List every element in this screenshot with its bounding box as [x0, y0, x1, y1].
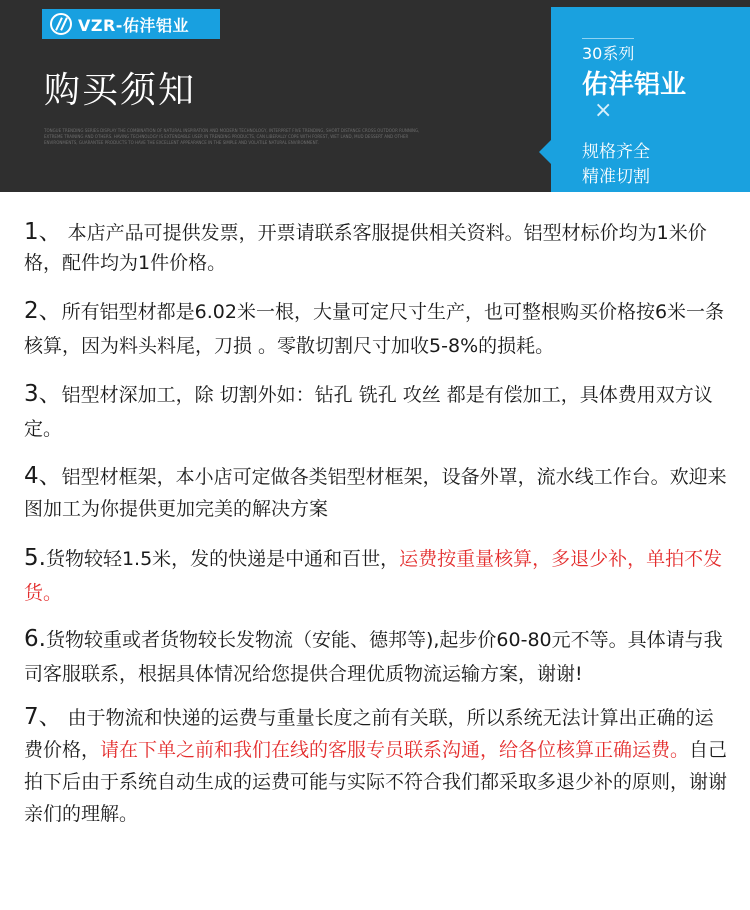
notice-item-4 [24, 460, 730, 525]
notice-item-7 [24, 701, 730, 830]
item-highlight: 请在下单之前和我们在线的客服专员联系沟通，给各位核算正确运费。 [100, 739, 690, 761]
item-number: 4、 [24, 463, 62, 489]
cross-icon: × [594, 98, 613, 123]
item-number: 2、 [24, 298, 62, 324]
item-number: 1、 [24, 219, 62, 245]
item-text: 货物较轻1.5米，发的快递是中通和百世， [45, 548, 400, 570]
item-number: 6. [24, 626, 46, 652]
decorative-fine-print: TONGUE TRENDING SERIES DISPLAY THE COMBINATION OF NATURAL INSPIRATION AND MODERN TECHNOLOGY, INTERPRET FIVE TRENDING, SHORT DISTANCE CROSS OUTDOOR RUNNING, EXTREME TRAINING AND OTHERS. HAVING TECHNOLOGY IS EXTENDABLE USER IN TRENDING PRODUCTS, CAN LIBERALLY COPE WITH FOREST, WET LAND, MUD DESSERT AND OTHER ENVIRONMENTS, GUARANTEE PRODUCTS TO HAVE THE EXCELLENT APPEARANCE IN THE SIMPLE AND VOLATILE NATURAL ENVIRONMENT. [44, 128, 420, 145]
item-highlight: 运费按重量核算，多退少补，单拍不发货。 [24, 548, 723, 604]
item-number: 3、 [24, 381, 62, 407]
side-panel-notch [539, 140, 551, 164]
item-text: 本店产品可提供发票，开票请联系客服提供相关资料。铝型材标价均为1米价格，配件均为1件价格。 [24, 222, 707, 274]
item-number: 7、 [24, 704, 62, 730]
item-text: 所有铝型材都是6.02米一根，大量可定尺寸生产，也可整根购买价格按6米一条核算，因为料头料尾，刀损 。零散切割尺寸加收5-8%的损耗。 [24, 301, 725, 357]
feature-line-1: 规格齐全 [582, 142, 650, 162]
logo-icon [50, 13, 72, 35]
notice-item-2 [24, 294, 730, 363]
brand-name: 佑沣铝业 [582, 70, 687, 100]
notice-item-6 [24, 622, 730, 691]
item-text: 货物较重或者货物较长发物流（安能、德邦等),起步价60-80元不等。具体请与我司客服联系，根据具体情况给您提供合理优质物流运输方案，谢谢! [24, 629, 723, 685]
notice-item-3 [24, 377, 730, 446]
brand-logo [42, 9, 220, 39]
notice-list [24, 217, 730, 830]
notice-item-1 [24, 217, 730, 278]
item-text: 自己拍下后由于系统自动生成的运费可能与实际不符合我们都采取多退少补的原则，谢谢亲们的理解。 [24, 739, 728, 825]
item-number: 5. [24, 545, 46, 571]
series-label: 30系列 [582, 38, 634, 64]
item-text: 铝型材深加工，除 切割外如：钻孔 铣孔 攻丝 都是有偿加工，具体费用双方议定。 [24, 384, 713, 440]
item-text: 铝型材框架，本小店可定做各类铝型材框架，设备外罩，流水线工作台。欢迎来图加工为你提供更加完美的解决方案 [24, 466, 727, 520]
feature-line-2: 精准切割 [582, 167, 650, 187]
notice-item-5 [24, 541, 730, 610]
logo-text: VZR-佑沣铝业 [78, 15, 189, 35]
page-title: 购买须知 [44, 70, 197, 111]
item-text: 由于物流和快递的运费与重量长度之前有关联，所以系统无法计算出正确的运费价格， [24, 707, 714, 761]
